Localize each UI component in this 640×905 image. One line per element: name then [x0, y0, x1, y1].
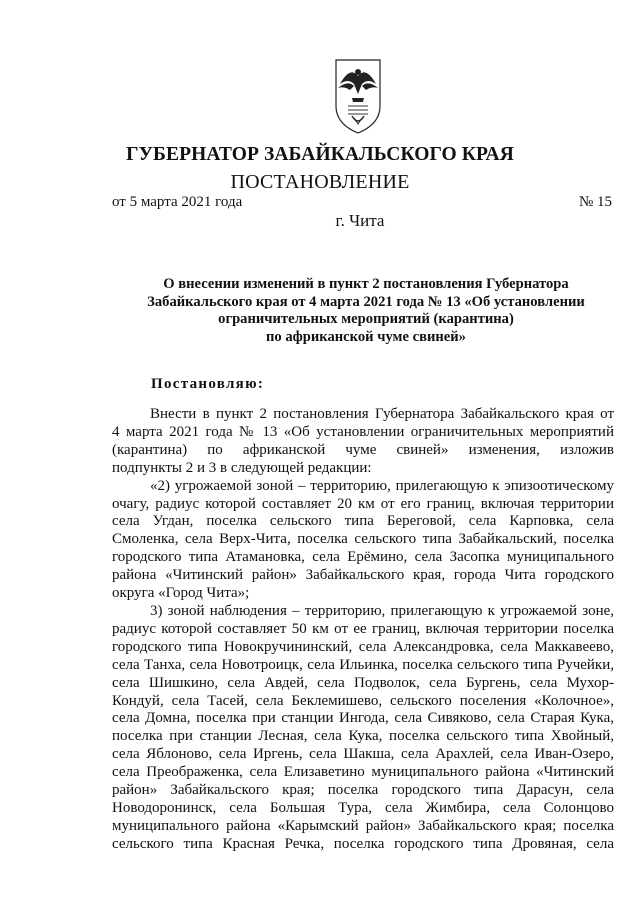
body-line: села Угдан, поселка сельского типа Береговой, села Карповка, села: [112, 513, 614, 530]
body-line: Кондуй, села Тасей, села Беклемишево, сельского поселения «Колочное»,: [112, 692, 614, 709]
body-line: села Танха, села Новотроицк, села Ильинка, поселка сельского типа Ручейки,: [112, 656, 614, 673]
body-line: (карантина) по африканской чуме свиней» изменения, изложив: [112, 441, 614, 458]
body-line: Новодоронинск, села Большая Тура, села Жимбира, села Солонцово: [112, 799, 614, 816]
body-line: села Яблоново, села Иргень, села Шакша, села Арахлей, села Иван-Озеро,: [112, 746, 614, 763]
body-line: городского типа Атамановка, села Ерёмино, села Засопка муниципального: [112, 549, 614, 566]
body-line: очагу, радиус которой составляет 20 км от его границ, включая территории: [112, 495, 614, 512]
body-line: села Домна, поселка при станции Ингода, села Сивяково, села Старая Кука,: [112, 710, 614, 727]
city: г. Чита: [335, 211, 385, 230]
coat-of-arms-icon: [330, 54, 386, 136]
body-line: района «Читинский район» Забайкальского края, города Чита городского: [112, 567, 614, 584]
heading-line: по африканской чуме свиней»: [266, 328, 466, 345]
decree-date: от 5 марта 2021 года: [112, 194, 243, 210]
emblem: [330, 54, 386, 136]
body-line: район» Забайкальского края; поселка городского типа Дарасун, села: [112, 782, 614, 799]
decree-number: № 15: [578, 194, 612, 210]
decree-heading: [108, 276, 624, 346]
resolve-label: Постановляю:: [151, 376, 265, 392]
body-line: 3) зоной наблюдения – территорию, прилегающую к угрожаемой зоне,: [150, 602, 614, 619]
body-line: «2) угрожаемой зоной – территорию, прилегающую к эпизоотическому: [150, 477, 614, 494]
document-type: ПОСТАНОВЛЕНИЕ: [230, 171, 410, 193]
body-line: Внести в пункт 2 постановления Губернатора Забайкальского края от: [150, 406, 614, 422]
body-line: подпункты 2 и 3 в следующей редакции:: [112, 459, 372, 476]
body-line: 4 марта 2021 года № 13 «Об установлении ограничительных мероприятий: [112, 423, 614, 440]
heading-line: ограничительных мероприятий (карантина): [218, 311, 514, 327]
body-line: села Преображенка, села Елизаветино муниципального района «Читинский: [112, 764, 614, 781]
decree-body: [112, 406, 614, 854]
heading-line: О внесении изменений в пункт 2 постановления Губернатора: [163, 276, 569, 292]
body-line: Смоленка, села Верх-Чита, поселка сельского типа Забайкальский, поселка: [112, 531, 614, 548]
body-line: округа «Город Чита»;: [112, 585, 250, 602]
body-line: радиус которой составляет 50 км от ее границ, включая территории поселка: [112, 620, 614, 637]
heading-line: Забайкальского края от 4 марта 2021 года № 13 «Об установлении: [147, 293, 585, 310]
body-line: поселка при станции Лесная, села Кука, поселка сельского типа Хвойный,: [112, 728, 614, 745]
body-line: села Шишкино, села Авдей, села Подволок, села Бургень, села Мухор-: [112, 674, 614, 691]
body-line: муниципального района «Карымский район» Забайкальского края; поселка: [112, 817, 614, 834]
governor-title: ГУБЕРНАТОР ЗАБАЙКАЛЬСКОГО КРАЯ: [126, 144, 514, 165]
body-line: городского типа Новокручининский, села Александровка, села Маккавеево,: [112, 638, 614, 655]
body-line: сельского типа Красная Речка, поселка городского типа Дровяная, села: [112, 835, 614, 852]
